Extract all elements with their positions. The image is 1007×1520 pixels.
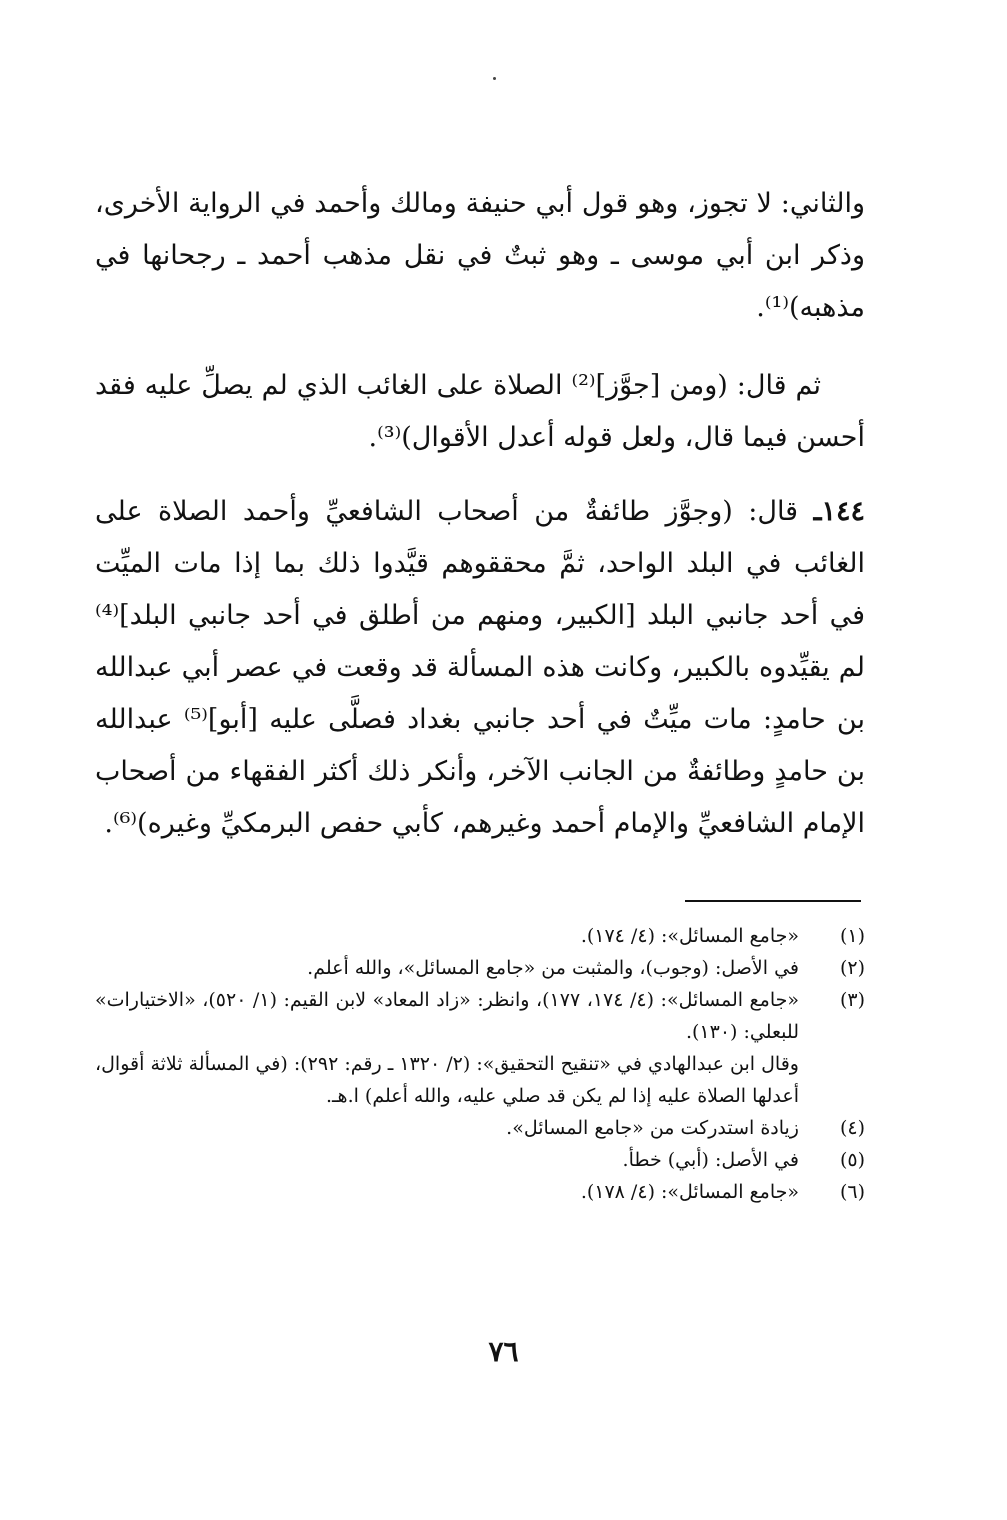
- footnote-text: زيادة استدركت من «جامع المسائل».: [506, 1117, 799, 1139]
- paragraph-1: [95, 178, 865, 334]
- footnote-number: (٦): [839, 1181, 865, 1203]
- footnote-2: [95, 952, 865, 984]
- footnote-text: «جامع المسائل»: (٤/ ١٧٤، ١٧٧)، وانظر: «زاد المعاد» لابن القيم: (١/ ٥٢٠)، «الاختيارات» للبعلي: (١٣٠).: [95, 989, 800, 1043]
- paragraph-1-text: والثاني: لا تجوز، وهو قول أبي حنيفة ومالك وأحمد في الرواية الأخرى، وذكر ابن أبي موسى ـ وهو ثبتٌ في نقل مذهب أحمد ـ رجحانها في مذهبه)⁽¹⁾.: [95, 188, 865, 323]
- footnote-divider: [685, 900, 861, 902]
- footnote-number: (٤): [839, 1117, 865, 1139]
- page-number: ٧٦: [488, 1335, 519, 1368]
- footnote-text: في الأصل: (وجوب)، والمثبت من «جامع المسائل»، والله أعلم.: [307, 957, 799, 979]
- footnote-number: (٣): [839, 989, 865, 1011]
- footnote-3: [95, 984, 865, 1048]
- footnotes: [95, 920, 865, 1208]
- footnote-1: [95, 920, 865, 952]
- footnote-3-continuation: وقال ابن عبدالهادي في «تنقيح التحقيق»: (٢/ ١٣٢٠ ـ رقم: ٢٩٢): (في المسألة ثلاثة أقوال، أعدلها الصلاة عليه إذا لم يكن قد صلي عليه، والله أعلم) ا.هـ.: [95, 1053, 799, 1107]
- paragraph-144: [95, 486, 865, 850]
- footnote-6: [95, 1176, 865, 1208]
- footnote-5: [95, 1144, 865, 1176]
- paragraph-144-body: [95, 486, 865, 850]
- footnote-text: «جامع المسائل»: (٤/ ١٧٨).: [580, 1181, 799, 1203]
- paragraph-144-text: قال: (وجوَّز طائفةٌ من أصحاب الشافعيِّ وأحمد الصلاة على الغائب في البلد الواحد، ثمَّ محققوهم قيَّدوا ذلك بما إذا مات الميِّت في أحد جانبي البلد [الكبير، ومنهم من أطلق في أحد جانبي البلد]⁽⁴⁾ لم يقيِّدوه بالكبير، وكانت هذه المسألة قد وقعت في عصر أبي عبدالله بن حامدٍ: مات ميِّتٌ في أحد جانبي بغداد فصلَّى عليه [أبو]⁽⁵⁾ عبدالله بن حامدٍ وطائفةٌ من الجانب الآخر، وأنكر ذلك أكثر الفقهاء من أصحاب الإمام الشافعيِّ والإمام أحمد وغيرهم، كأبي حفص البرمكيِّ وغيره)⁽⁶⁾.: [95, 496, 865, 839]
- footnote-number: (١): [839, 925, 865, 947]
- entry-number: ١٤٤ـ: [813, 496, 865, 527]
- scan-speck: [493, 77, 496, 80]
- footnote-4: [95, 1112, 865, 1144]
- paragraph-2: [95, 360, 865, 464]
- footnote-text: «جامع المسائل»: (٤/ ١٧٤).: [580, 925, 799, 947]
- footnote-number: (٥): [839, 1149, 865, 1171]
- footnote-text: في الأصل: (أبي) خطأ.: [622, 1149, 799, 1171]
- footnote-number: (٢): [839, 957, 865, 979]
- paragraph-2-text: ثم قال: (ومن [جوَّز]⁽²⁾ الصلاة على الغائب الذي لم يصلِّ عليه فقد أحسن فيما قال، ولعل قوله أعدل الأقوال)⁽³⁾.: [95, 370, 865, 453]
